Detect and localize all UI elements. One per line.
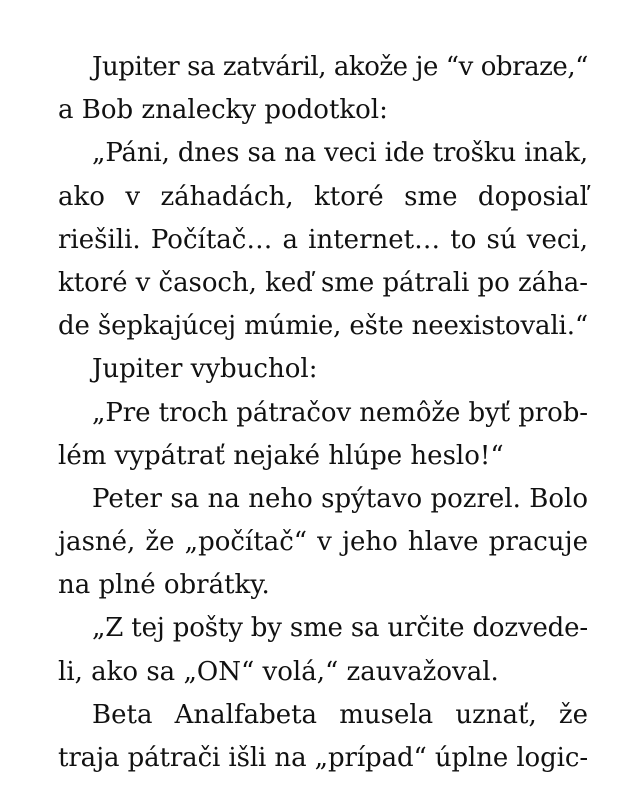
text-line: de šepkajúcej múmie, ešte neexistovali.“ xyxy=(58,311,589,342)
text-line: lém vypátrať nejaké hlúpe heslo!“ xyxy=(58,440,504,471)
text-line: ktoré v časoch, keď sme pátrali po záha- xyxy=(58,267,588,298)
text-line: traja pátrači išli na „prípad“ úplne logic- xyxy=(58,743,588,773)
text-line: li, ako sa „ON“ volá,“ zauvažoval. xyxy=(58,656,499,687)
text-line: ako v záhadách, ktoré sme doposiaľ xyxy=(58,181,588,212)
book-page xyxy=(58,46,588,780)
text-line: riešili. Počítač… a internet… to sú veci, xyxy=(58,224,588,255)
text-line: Peter sa na neho spýtavo pozrel. Bolo xyxy=(92,483,588,514)
text-line: Jupiter vybuchol: xyxy=(92,354,318,385)
text-line: jasné, že „počítač“ v jeho hlave pracuje xyxy=(58,527,588,558)
text-line: a Bob znalecky podotkol: xyxy=(58,95,388,126)
text-line: „Pre troch pátračov nemôže byť prob- xyxy=(92,397,588,428)
text-line: Jupiter sa zatváril, akože je “v obraze,“ xyxy=(92,52,588,82)
text-line: Beta Analfabeta musela uznať, že xyxy=(92,699,588,730)
text-line: „Z tej pošty by sme sa určite dozvede- xyxy=(92,613,588,644)
text-line: na plné obrátky. xyxy=(58,570,270,601)
text-line: „Páni, dnes sa na veci ide trošku inak, xyxy=(92,138,588,169)
